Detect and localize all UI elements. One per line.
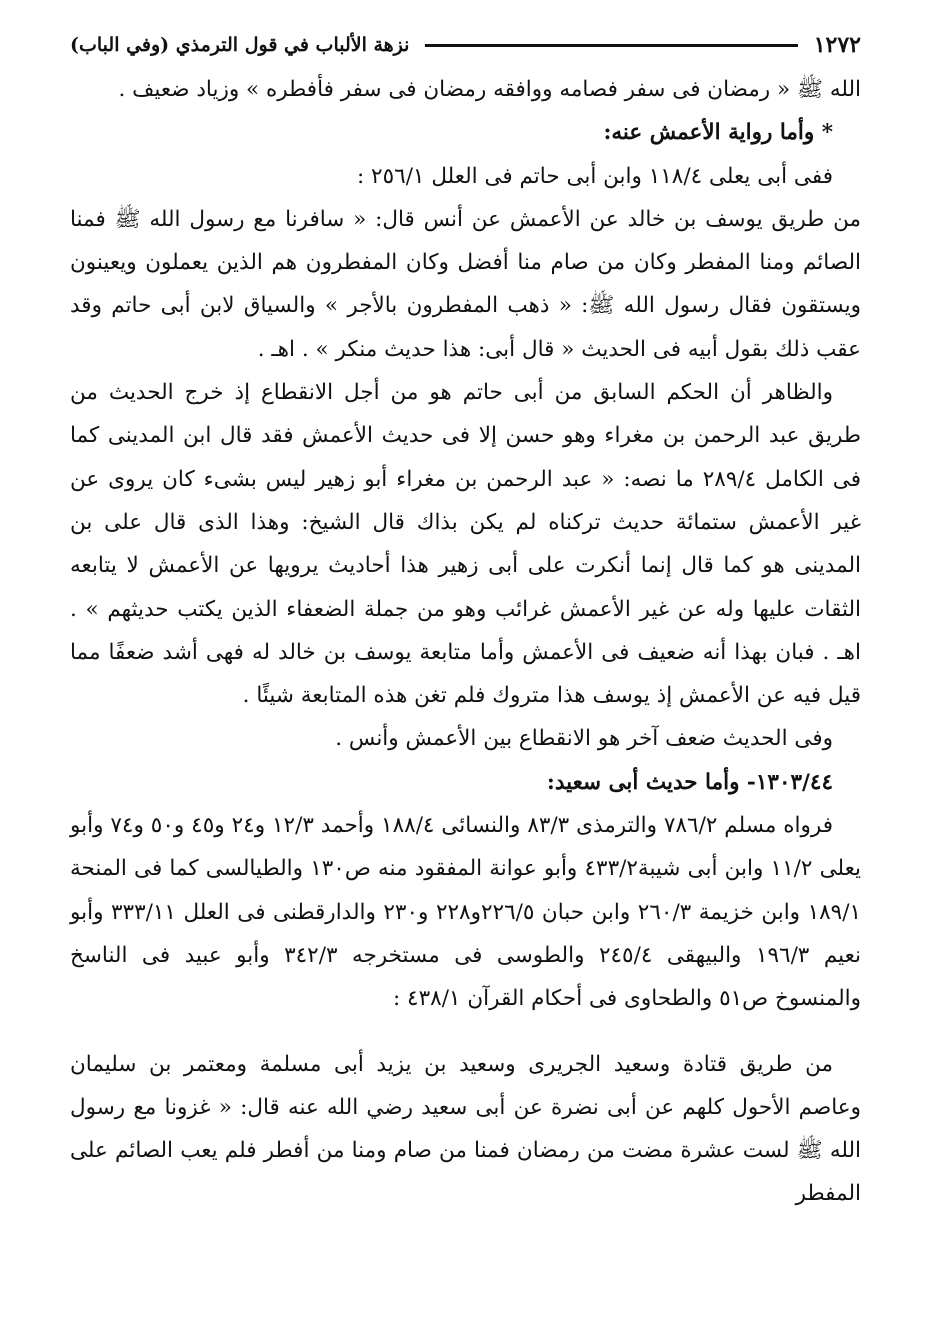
header-rule: [425, 44, 797, 47]
page-header: [70, 30, 861, 60]
paragraph: والظاهر أن الحكم السابق من أبى حاتم هو من أجل الانقطاع إذ خرج الحديث من طريق عبد الرحمن بن مغراء وهو حسن إلا فى حديث الأعمش فقد قال ابن المدينى كما فى الكامل ٢٨٩/٤ ما نصه: « عبد الرحمن بن مغراء أبو زهير ليس بشىء كان يروى عن غير الأعمش ستمائة حديث تركناه لم يكن بذاك قال الشيخ: وهذا الذى قال على بن المدينى هو كما قال إنما أنكرت على أبى زهير هذا أحاديث يرويها عن الأعمش لا يتابعه الثقات عليها وله عن غير الأعمش غرائب وهو من جملة الضعفاء الذين يكتب حديثهم » . اهـ . فبان بهذا أنه ضعيف فى الأعمش وأما متابعة يوسف بن خالد له فهى أشد ضعفًا مما قيل فيه عن الأعمش إذ يوسف هذا متروك فلم تغن هذه المتابعة شيئًا .: [70, 380, 861, 709]
paragraph: من طريق قتادة وسعيد الجريرى وسعيد بن يزيد أبى مسلمة ومعتمر بن سليمان وعاصم الأحول كلهم عن أبى نضرة عن أبى سعيد رضي الله عنه قال: « غزونا مع رسول الله ﷺ لست عشرة مضت من رمضان فمنا من صام ومنا من أفطر فلم يعب الصائم على المفطر: [70, 1051, 861, 1207]
section-heading: ١٣٠٣/٤٤- وأما حديث أبى سعيد:: [546, 769, 833, 795]
paragraph: فرواه مسلم ٧٨٦/٢ والترمذى ٨٣/٣ والنسائى ١٨٨/٤ وأحمد ١٢/٣ و٢٤ و٤٥ و٥٠ و٧٤ وأبو يعلى ١١/٢ وابن أبى شيبة٤٣٣/٢ وأبو عوانة المفقود منه ص١٣٠ والطيالسى كما فى المنحة ١٨٩/١ وابن خزيمة ٢٦٠/٣ وابن حبان ٢٢٦/٥و٢٢٨ و٢٣٠ والدارقطنى فى العلل ٣٣٣/١١ وأبو نعيم ١٩٦/٣ والبيهقى ٢٤٥/٤ والطوسى فى مستخرجه ٣٤٢/٣ وأبو عبيد فى الناسخ والمنسوخ ص٥١ والطحاوى فى أحكام القرآن ٤٣٨/١ :: [70, 813, 862, 1012]
section-heading: * وأما رواية الأعمش عنه:: [603, 120, 833, 146]
paragraph: الله ﷺ « رمضان فى سفر فصامه ووافقه رمضان فى سفر فأفطره » وزياد ضعيف .: [118, 77, 861, 102]
paragraph: ففى أبى يعلى ١١٨/٤ وابن أبى حاتم فى العلل ٢٥٦/١ :: [356, 163, 833, 189]
body-text: [70, 68, 861, 1216]
running-title: نزهة الألباب في قول الترمذي (وفي الباب): [70, 34, 410, 56]
page-number: ١٢٧٢: [813, 32, 861, 58]
paragraph: وفى الحديث ضعف آخر هو الانقطاع بين الأعمش وأنس .: [335, 726, 833, 752]
paragraph: من طريق يوسف بن خالد عن الأعمش عن أنس قال: « سافرنا مع رسول الله ﷺ فمنا الصائم ومنا المفطر وكان من صام منا أفضل وكان المفطرون هم الذين يعملون ويعينون ويستقون فقال رسول الله ﷺ: « ذهب المفطرون بالأجر » والسياق لابن أبى حاتم وقد عقب ذلك بقول أبيه فى الحديث « قال أبى: هذا حديث منكر » . اهـ .: [70, 206, 861, 362]
